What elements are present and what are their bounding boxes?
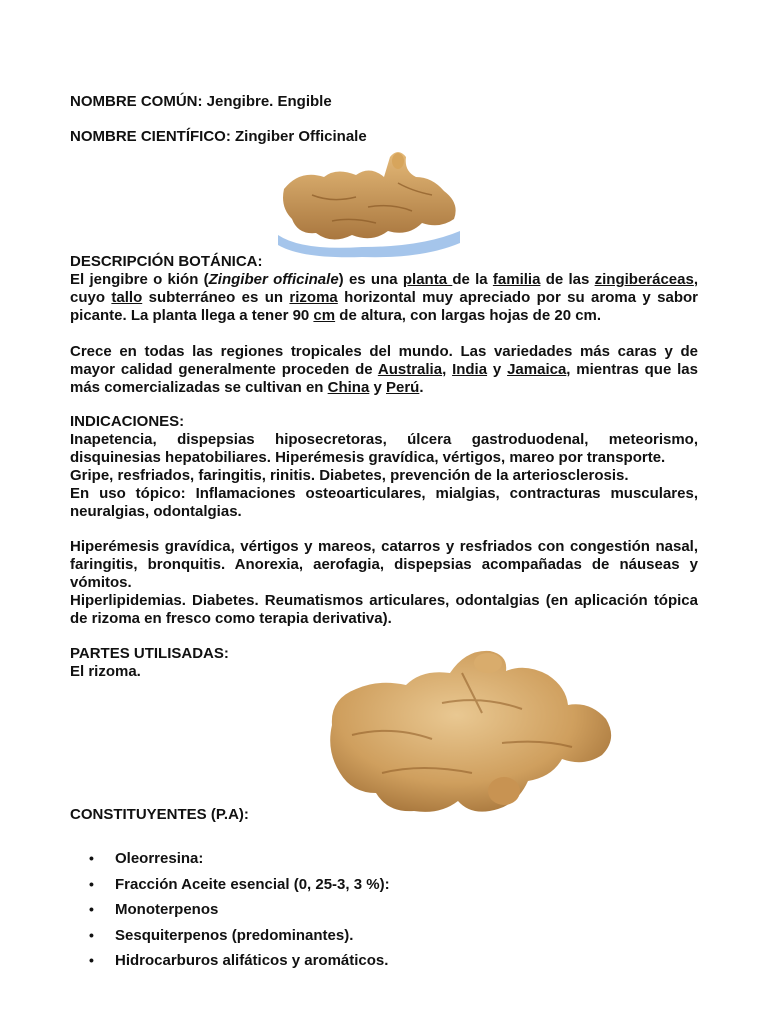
ginger-root-image-small (272, 147, 466, 259)
link-planta[interactable]: planta (402, 271, 453, 288)
link-china[interactable]: China (327, 379, 370, 396)
common-name: NOMBRE COMÚN: Jengibre. Engible (70, 93, 332, 110)
parts-text: El rizoma. (70, 663, 141, 680)
link-zingiberaceas[interactable]: zingiberáceas (594, 271, 694, 288)
link-australia[interactable]: Australia (377, 361, 443, 378)
indications-paragraph-2: Gripe, resfriados, faringitis, rinitis. Diabetes, prevención de la arteriosclerosis. (70, 467, 629, 484)
indications-paragraph-3: En uso tópico: Inflamaciones osteoarticulares, mialgias, contracturas musculares, neuralgias, odontalgias. (70, 485, 698, 520)
link-familia[interactable]: familia (492, 271, 541, 288)
description-paragraph-1: El jengibre o kión (Zingiber officinale) es una planta de la familia de las zingiberáceas, cuyo tallo subterráneo es un rizoma horizontal muy apreciado por su aroma y sabor picante. La planta llega a tener 90 cm de altura, con largas hojas de 20 cm. (70, 271, 699, 324)
constituents-heading: CONSTITUYENTES (P.A): (70, 806, 249, 823)
parts-heading: PARTES UTILISADAS: (70, 645, 229, 662)
link-cm[interactable]: cm (313, 307, 336, 324)
list-item: • Monoterpenos (70, 897, 670, 923)
list-item: • Hidrocarburos alifáticos y aromáticos. (70, 948, 670, 974)
list-item: • Sesquiterpenos (predominantes). (70, 923, 670, 949)
bullet-icon: • (89, 952, 94, 968)
bullet-icon: • (89, 850, 94, 866)
indications-paragraph-4: Hiperémesis gravídica, vértigos y mareos, catarros y resfriados con congestión nasal, faringitis, bronquitis. Anorexia, aerofagia, dispepsias acompañadas de náuseas y vómitos. (70, 538, 698, 591)
ginger-root-image-large (322, 643, 618, 821)
bullet-icon: • (89, 926, 94, 943)
link-peru[interactable]: Perú (386, 379, 420, 396)
scientific-name: NOMBRE CIENTÍFICO: Zingiber Officinale (70, 128, 367, 145)
list-item: • Fracción Aceite esencial (0, 25-3, 3 %): (70, 872, 670, 898)
list-item: • Oleorresina: (70, 846, 670, 872)
indications-paragraph-5: Hiperlipidemias. Diabetes. Reumatismos articulares, odontalgias (en aplicación tópica de rizoma en fresco como terapia derivativa). (70, 592, 698, 627)
link-jamaica[interactable]: Jamaica (507, 361, 567, 378)
constituents-list (70, 846, 670, 974)
description-heading: DESCRIPCIÓN BOTÁNICA: (70, 253, 263, 270)
indications-paragraph-1: Inapetencia, dispepsias hiposecretoras, úlcera gastroduodenal, meteorismo, disquinesias hepatobiliares. Hiperémesis gravídica, vértigos, mareo por transporte. (70, 431, 698, 466)
indications-heading: INDICACIONES: (70, 413, 185, 430)
link-india[interactable]: India (452, 361, 488, 378)
link-tallo[interactable]: tallo (111, 289, 143, 306)
bullet-icon: • (89, 901, 94, 917)
bullet-icon: • (89, 875, 94, 892)
link-rizoma[interactable]: rizoma (289, 289, 338, 306)
description-paragraph-2: Crece en todas las regiones tropicales del mundo. Las variedades más caras y de mayor calidad generalmente proceden de Australia, India y Jamaica, mientras que las más comercializadas se cultivan en China y Perú. (70, 343, 698, 396)
